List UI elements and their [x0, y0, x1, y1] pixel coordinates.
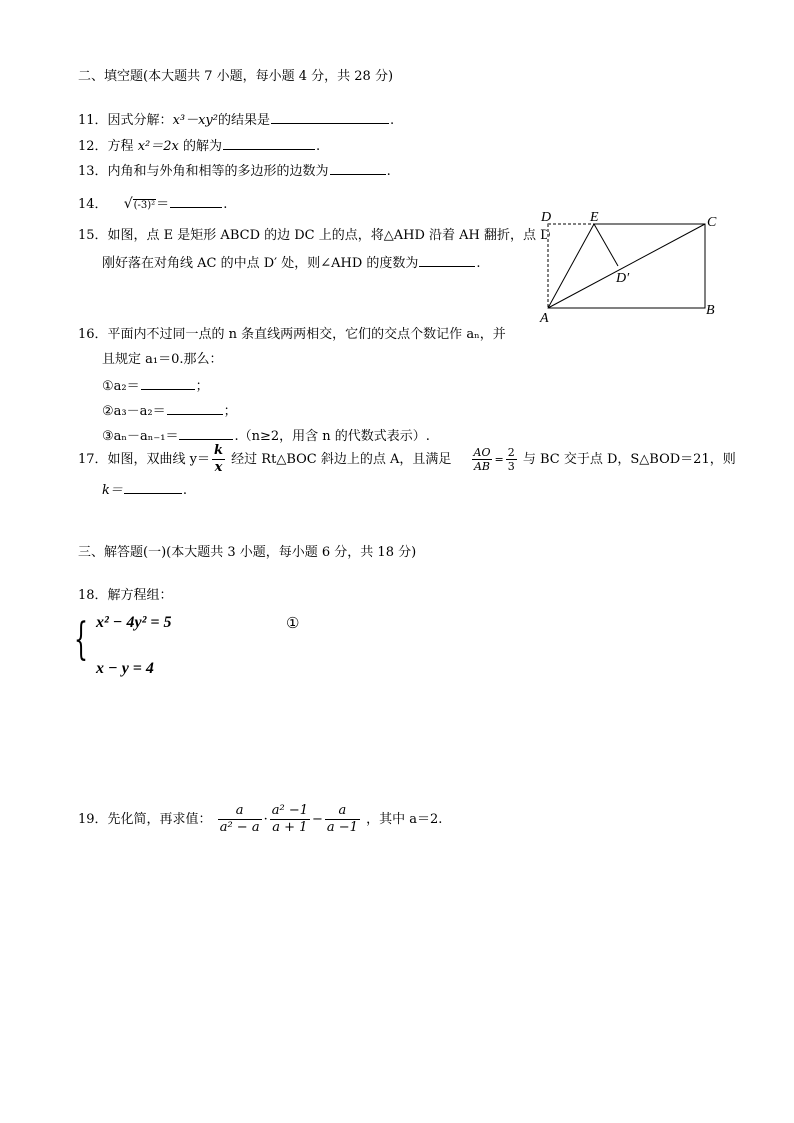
- q17-part3: 与 BC 交于点 D，S△BOD＝21，则: [518, 452, 736, 467]
- label-e: E: [590, 210, 599, 225]
- q16-text-line1: 平面内不过同一点的 n 条直线两两相交，它们的交点个数记作 aₙ，并: [107, 327, 506, 342]
- q17-k-den: x: [214, 460, 223, 475]
- q18-marker: ①: [286, 614, 300, 632]
- q12-expr: x²＝2x: [137, 139, 179, 154]
- q19-f3-den: a −1: [326, 820, 358, 835]
- question-11: 11．因式分解：x³－xy²的结果是 .: [78, 110, 394, 130]
- question-19: [78, 800, 442, 840]
- q17-part1: 如图，双曲线 y＝: [107, 452, 211, 467]
- q19-number: 19．: [78, 812, 108, 827]
- q14-number: 14．: [78, 197, 108, 212]
- q18-text: 解方程组：: [107, 588, 173, 603]
- q13-text: 内角和与外角和相等的多边形的边数为: [107, 164, 329, 179]
- q16-item1-text: ①a₂＝: [102, 379, 140, 394]
- q16-item3-tail: .（n≥2，用含 n 的代数式表示）.: [234, 429, 430, 444]
- q19-f1-den: a² − a: [219, 820, 260, 835]
- question-16-item2: ②a₃－a₂＝ ；: [102, 401, 237, 421]
- q14-radicand: (-3)²: [133, 200, 156, 211]
- sqrt-sign-icon: √: [123, 196, 133, 212]
- question-17-line2: k＝ .: [102, 480, 187, 500]
- label-b: B: [706, 303, 715, 318]
- q12-number: 12．: [78, 139, 108, 154]
- label-d-prime: D′: [616, 271, 630, 286]
- label-c: C: [707, 215, 717, 230]
- q19-minus: −: [311, 812, 323, 827]
- q19-f1-num: a: [218, 803, 262, 820]
- q16-item1-blank[interactable]: [141, 376, 195, 390]
- question-15-line2: 刚好落在对角线 AC 的中点 D′ 处，则∠AHD 的度数为 .: [102, 253, 481, 273]
- section-answer-1-heading: 三、解答题(一)(本大题共 3 小题，每小题 6 分，共 18 分): [78, 545, 417, 560]
- q18-equation-2: x − y = 4: [96, 660, 154, 677]
- q17-ratio-eq: =: [494, 453, 504, 466]
- q14-tail: ＝: [156, 197, 170, 212]
- left-brace-icon: {: [74, 614, 88, 665]
- q15-text-line2: 刚好落在对角线 AC 的中点 D′ 处，则∠AHD 的度数为: [102, 256, 419, 271]
- q14-radical: [124, 195, 156, 215]
- q11-tail: 的结果是: [218, 113, 271, 128]
- section-fill-in-heading: 二、填空题(本大题共 7 小题，每小题 4 分，共 28 分): [78, 69, 394, 84]
- question-13: 13．内角和与外角和相等的多边形的边数为 .: [78, 161, 391, 181]
- q17-k-over-x: [212, 443, 225, 476]
- q18-number: 18．: [78, 588, 108, 603]
- q17-line2-text: k＝: [102, 483, 123, 498]
- label-d: D: [541, 210, 552, 225]
- question-16-item1: ①a₂＝ ；: [102, 376, 209, 396]
- q17-ratio-num: AO: [473, 446, 491, 459]
- question-14: 14． √(-3)²＝ .: [78, 194, 227, 215]
- question-12: 12．方程 x²＝2x 的解为 .: [78, 136, 320, 156]
- q18-equation-1: x² − 4y² = 5: [96, 614, 172, 631]
- q11-lead: 因式分解：: [107, 113, 173, 128]
- q12-tail: 的解为: [178, 139, 222, 154]
- q16-item2-text: ②a₃－a₂＝: [102, 404, 166, 419]
- q11-number: 11．: [78, 113, 108, 128]
- q19-text: 先化简，再求值：: [107, 812, 212, 827]
- rectangle-fold-figure: [536, 206, 726, 326]
- q19-tail: ，其中 a＝2.: [366, 812, 443, 827]
- q17-part2: 经过 Rt△BOC 斜边上的点 A，且满足: [227, 452, 452, 467]
- question-16-line2: 且规定 a₁＝0.那么：: [102, 352, 223, 367]
- q19-f2-num: a² −1: [271, 803, 308, 818]
- q13-answer-blank[interactable]: [330, 161, 386, 175]
- question-15-line1: [78, 227, 551, 245]
- q19-f3-num: a: [325, 803, 360, 820]
- q17-ratio-den: AB: [473, 460, 491, 473]
- q19-fraction-3: [325, 803, 360, 836]
- q14-answer-blank[interactable]: [170, 194, 222, 208]
- q18-equation-system: [74, 612, 314, 682]
- q16-number: 16．: [78, 327, 108, 342]
- q12-lead: 方程: [107, 139, 138, 154]
- q17-ratio-value: [506, 446, 517, 473]
- q13-number: 13．: [78, 164, 108, 179]
- question-16-line1: [78, 326, 506, 344]
- q19-fraction-2: [270, 803, 310, 836]
- q16-item3-blank[interactable]: [179, 426, 233, 440]
- q12-answer-blank[interactable]: [223, 136, 315, 150]
- q17-ratio: [472, 446, 493, 473]
- segment-ed-prime: [594, 224, 618, 266]
- q19-dot: ·: [263, 812, 268, 827]
- q15-number: 15．: [78, 228, 108, 243]
- question-17-line1: [78, 442, 736, 478]
- q19-fraction-1: [218, 803, 262, 836]
- q15-text-line1: 如图，点 E 是矩形 ABCD 的边 DC 上的点，将△AHD 沿着 AH 翻折，点 D: [107, 228, 551, 243]
- q19-f2-den: a + 1: [272, 820, 308, 835]
- question-18: [78, 587, 173, 605]
- q17-k-num: k: [214, 443, 224, 458]
- q17-ratio-value-den: 3: [507, 460, 515, 473]
- q11-expr: x³－xy²: [172, 113, 218, 128]
- label-a: A: [540, 311, 549, 326]
- q17-answer-blank[interactable]: [124, 480, 182, 494]
- q17-ratio-value-num: 2: [507, 446, 515, 459]
- q16-item3-text: ③aₙ－aₙ₋₁＝: [102, 429, 179, 444]
- q15-answer-blank[interactable]: [419, 253, 475, 267]
- q16-item2-blank[interactable]: [167, 401, 223, 415]
- q17-number: 17．: [78, 452, 108, 467]
- q11-answer-blank[interactable]: [271, 110, 389, 124]
